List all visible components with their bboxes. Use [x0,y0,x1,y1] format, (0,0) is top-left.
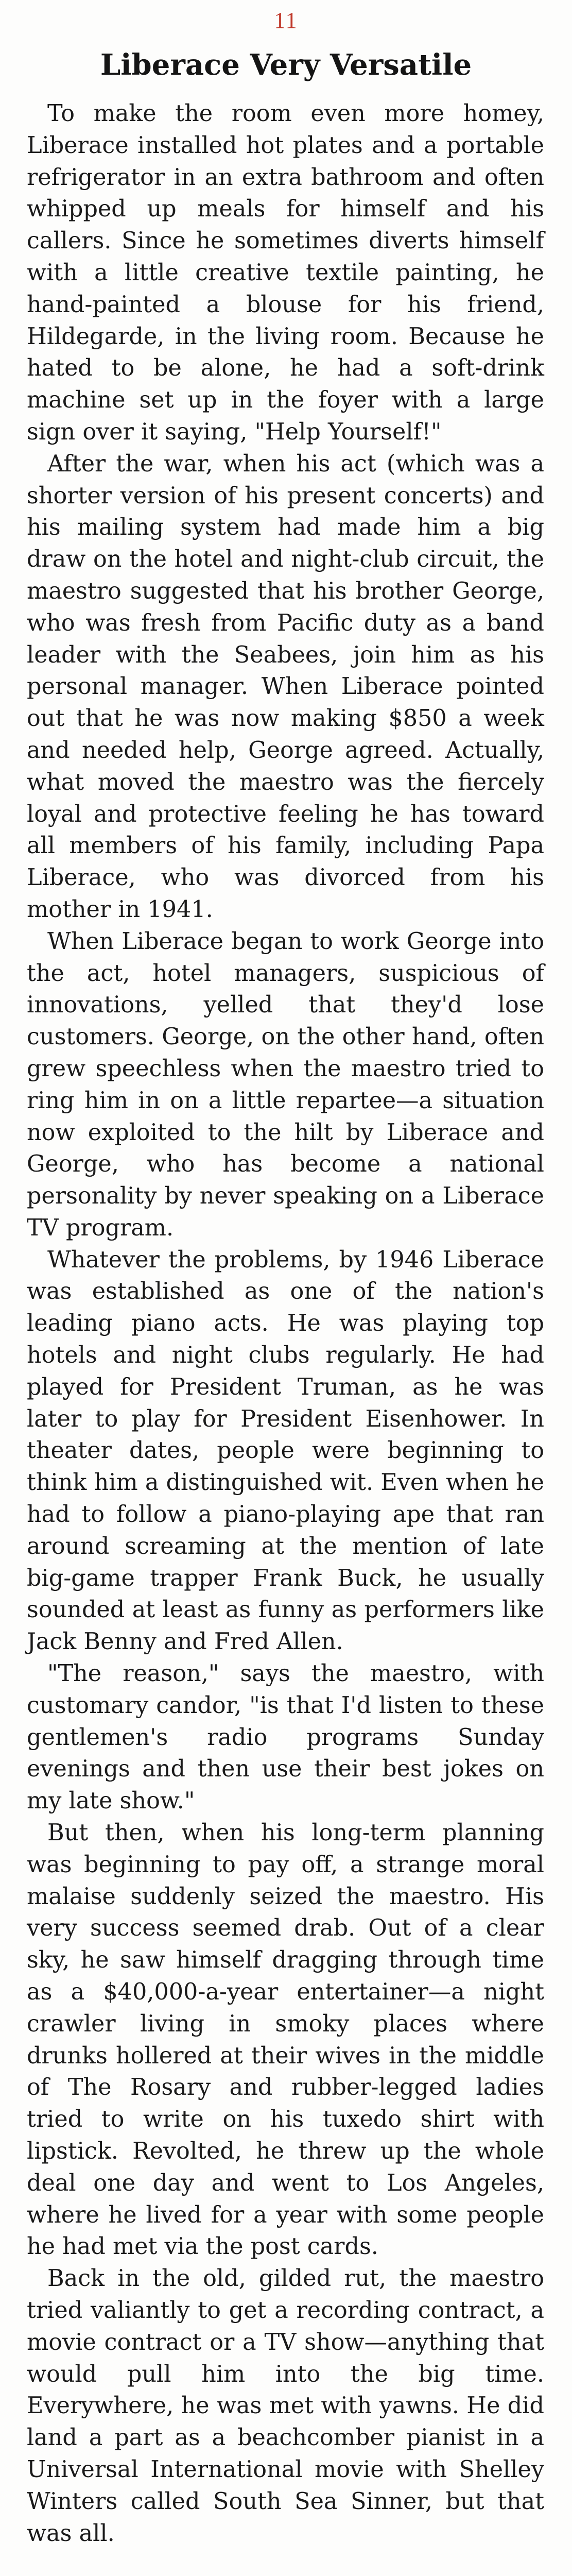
page-number: 11 [274,8,298,33]
article-paragraph-1: To make the room even more homey, Liberace installed hot plates and a portable refrigerator in an extra bathroom and often whipped up meals for himself and his callers. Since he sometimes diverts himself with a little creative textile painting, he hand-painted a blouse for his friend, Hildegarde, in the living room. Because he hated to be alone, he had a soft-drink machine set up in the foyer with a large sign over it saying, "Help Yourself!" [27,100,544,445]
article-headline: Liberace Very Versatile [100,48,472,82]
article-paragraph-5: "The reason," says the maestro, with customary candor, "is that I'd listen to these gentlemen's radio programs Sunday evenings and then use their best jokes on my late show." [27,1660,544,1815]
article-paragraph-4: Whatever the problems, by 1946 Liberace was established as one of the nation's leading piano acts. He was playing top hotels and night clubs regularly. He had played for President Truman, as he was later to play for President Eisenhower. In theater dates, people were beginning to think him a distinguished wit. Even when he had to follow a piano-playing ape that ran around screaming at the mention of late big-game trapper Frank Buck, he usually sounded at least as funny as performers like Jack Benny and Fred Allen. [27,1246,544,1655]
article-paragraph-6: But then, when his long-term planning was beginning to pay off, a strange moral malaise suddenly seized the maestro. His very success seemed drab. Out of a clear sky, he saw himself dragging through time as a $40,000-a-year entertainer—a night crawler living in smoky places where drunks hollered at their wives in the middle of The Rosary and rubber-legged ladies tried to write on his tuxedo shirt with lipstick. Revolted, he threw up the whole deal one day and went to Los Angeles, where he lived for a year with some people he had met via the post cards. [27,1820,544,2260]
article-paragraph-7: Back in the old, gilded rut, the maestro tried valiantly to get a recording contract, a movie contract or a TV show—anything that would pull him into the big time. Everywhere, he was met with yawns. He did land a part as a beachcomber pianist in a Universal International movie with Shelley Winters called South Sea Sinner, but that was all. [27,2265,544,2547]
article-paragraph-3: When Liberace began to work George into the act, hotel managers, suspicious of innovations, yelled that they'd lose customers. George, on the other hand, often grew speechless when the maestro tried to ring him in on a little repartee—a situation now exploited to the hilt by Liberace and George, who has become a national personality by never speaking on a Liberace TV program. [27,928,544,1241]
article-paragraph-2: After the war, when his act (which was a shorter version of his present concerts) and his mailing system had made him a big draw on the hotel and night-club circuit, the maestro suggested that his brother George, who was fresh from Pacific duty as a band leader with the Seabees, join him as his personal manager. When Liberace pointed out that he was now making $850 a week and needed help, George agreed. Actually, what moved the maestro was the fiercely loyal and protective feeling he has toward all members of his family, including Papa Liberace, who was divorced from his mother in 1941. [27,450,544,923]
article-body [27,98,544,2549]
